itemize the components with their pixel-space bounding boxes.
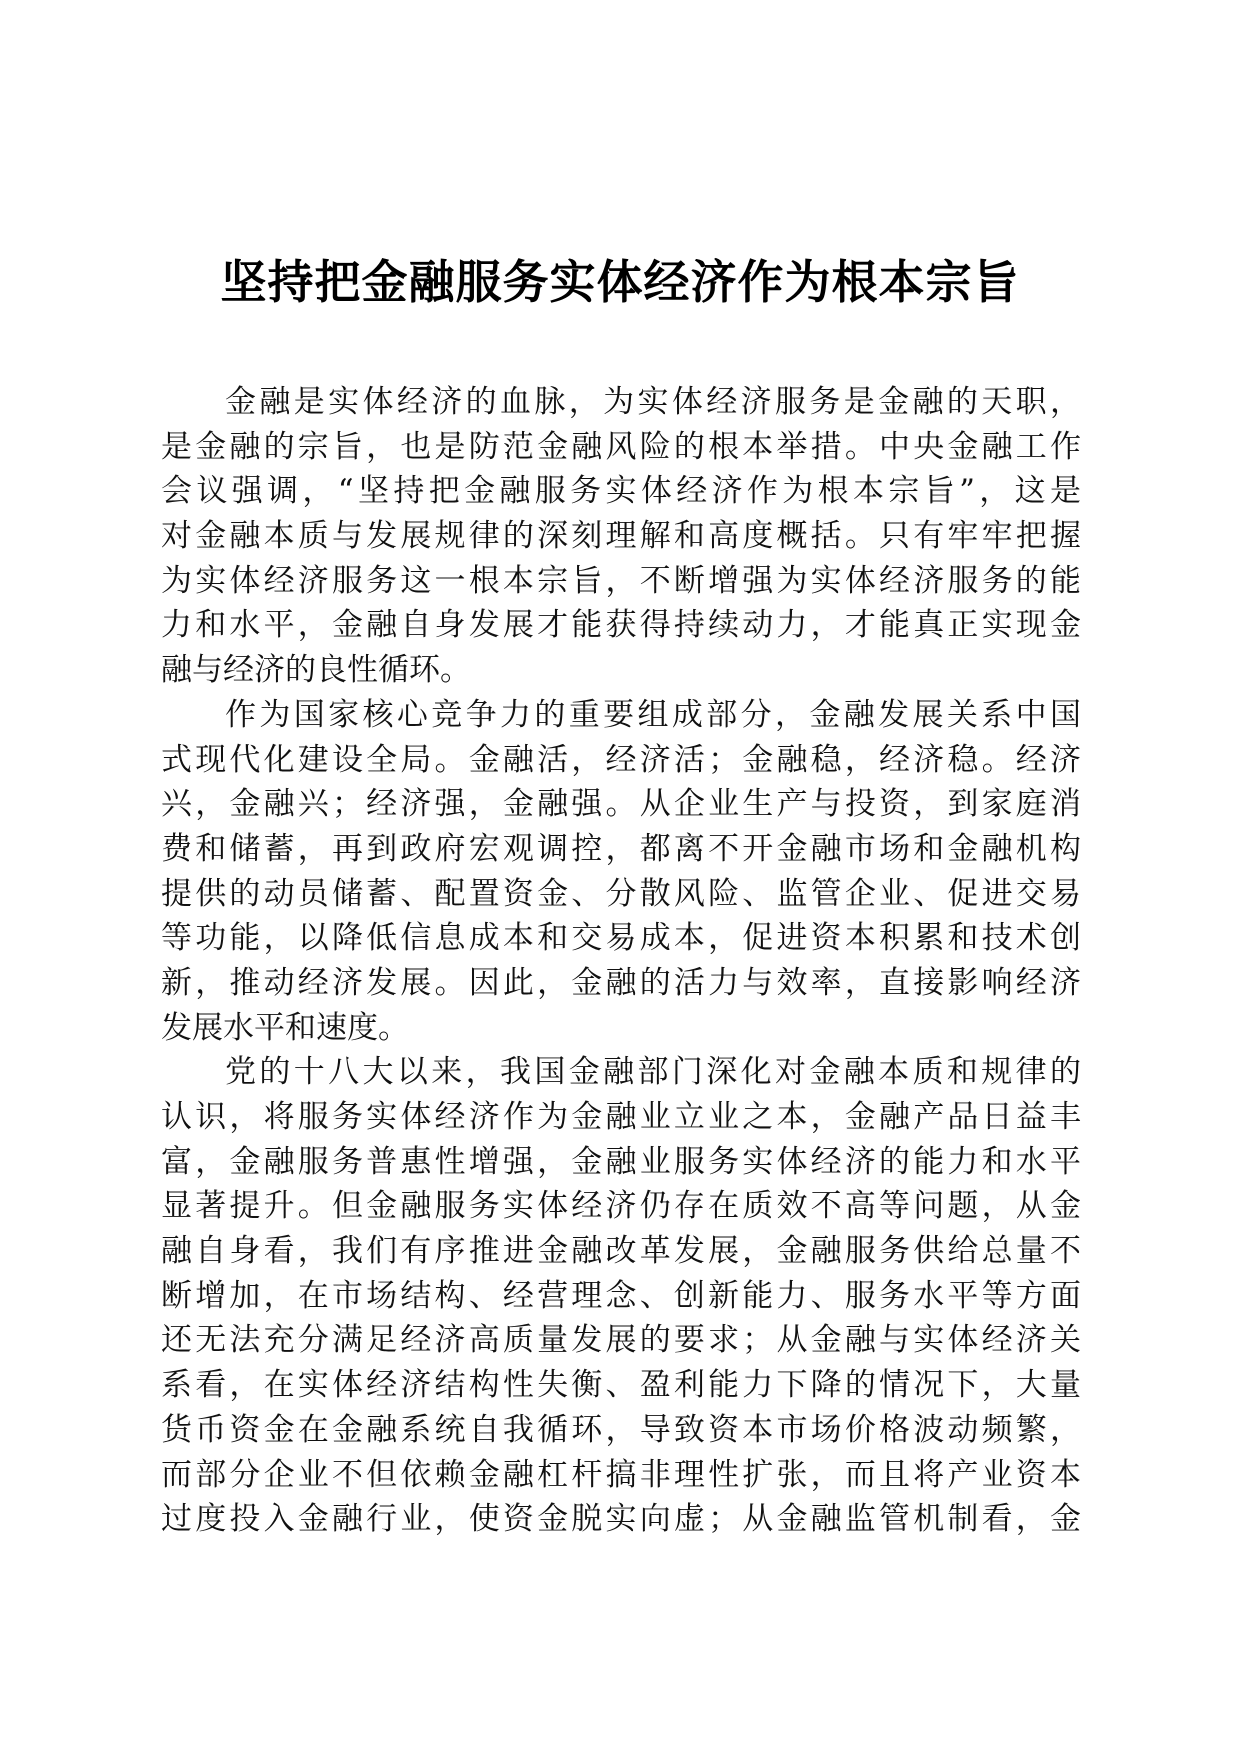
- paragraph-2-line-3: 兴，金融兴；经济强，金融强。从企业生产与投资，到家庭消: [161, 786, 1081, 823]
- paragraph-3-line-8: 系看，在实体经济结构性失衡、盈利能力下降的情况下，大量: [161, 1367, 1081, 1404]
- paragraph-2-line-8: 发展水平和速度。: [161, 1009, 409, 1046]
- paragraph-2-line-1: 作为国家核心竞争力的重要组成部分，金融发展关系中国: [225, 696, 1081, 733]
- paragraph-1-line-3: 会议强调，“坚持把金融服务实体经济作为根本宗旨”，这是: [161, 473, 1081, 510]
- paragraph-3-line-11: 过度投入金融行业，使资金脱实向虚；从金融监管机制看，金: [161, 1501, 1081, 1538]
- paragraph-2-line-7: 新，推动经济发展。因此，金融的活力与效率，直接影响经济: [161, 964, 1081, 1001]
- paragraph-1-line-7: 融与经济的良性循环。: [161, 652, 471, 689]
- paragraph-1-line-4: 对金融本质与发展规律的深刻理解和高度概括。只有牢牢把握: [161, 518, 1081, 555]
- paragraph-3-line-6: 断增加，在市场结构、经营理念、创新能力、服务水平等方面: [161, 1277, 1081, 1314]
- paragraph-3-line-1: 党的十八大以来，我国金融部门深化对金融本质和规律的: [225, 1054, 1081, 1091]
- paragraph-1-line-2: 是金融的宗旨，也是防范金融风险的根本举措。中央金融工作: [161, 428, 1081, 465]
- paragraph-1-line-1: 金融是实体经济的血脉，为实体经济服务是金融的天职，: [225, 384, 1081, 420]
- paragraph-2-line-2: 式现代化建设全局。金融活，经济活；金融稳，经济稳。经济: [161, 741, 1081, 778]
- paragraph-2-line-4: 费和储蓄，再到政府宏观调控，都离不开金融市场和金融机构: [161, 830, 1081, 867]
- paragraph-2-line-5: 提供的动员储蓄、配置资金、分散风险、监管企业、促进交易: [161, 875, 1081, 912]
- paragraph-3-line-7: 还无法充分满足经济高质量发展的要求；从金融与实体经济关: [161, 1322, 1081, 1359]
- paragraph-3-line-4: 显著提升。但金融服务实体经济仍存在质效不高等问题，从金: [161, 1188, 1081, 1225]
- paragraph-2-line-6: 等功能，以降低信息成本和交易成本，促进资本积累和技术创: [161, 920, 1081, 957]
- document-title: 坚持把金融服务实体经济作为根本宗旨: [220, 255, 1020, 309]
- document-body: [161, 380, 1081, 1542]
- paragraph-3-line-9: 货币资金在金融系统自我循环，导致资本市场价格波动频繁，: [161, 1411, 1081, 1448]
- paragraph-3-line-10: 而部分企业不但依赖金融杠杆搞非理性扩张，而且将产业资本: [161, 1456, 1081, 1493]
- paragraph-1-line-5: 为实体经济服务这一根本宗旨，不断增强为实体经济服务的能: [161, 562, 1081, 599]
- paragraph-3-line-3: 富，金融服务普惠性增强，金融业服务实体经济的能力和水平: [161, 1143, 1081, 1180]
- paragraph-3-line-5: 融自身看，我们有序推进金融改革发展，金融服务供给总量不: [161, 1233, 1081, 1270]
- paragraph-3-line-2: 认识，将服务实体经济作为金融业立业之本，金融产品日益丰: [161, 1099, 1081, 1135]
- paragraph-1-line-6: 力和水平，金融自身发展才能获得持续动力，才能真正实现金: [161, 607, 1081, 644]
